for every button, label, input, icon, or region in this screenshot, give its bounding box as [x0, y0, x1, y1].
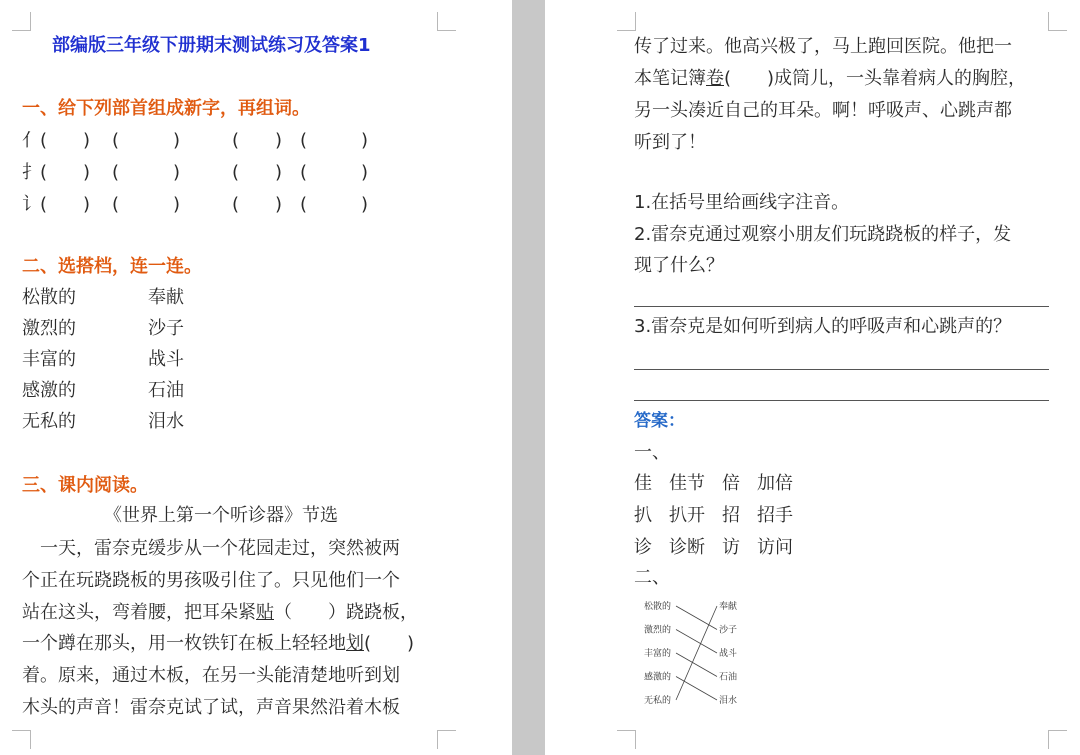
- text-run: 本笔记簿: [634, 68, 706, 89]
- text-run: ( )成筒儿，一头靠着病人的胸腔，: [724, 68, 1027, 89]
- underlined-char: 贴: [256, 601, 274, 623]
- answer2-label: 二、: [634, 567, 670, 588]
- answer1-cell: 扒: [634, 505, 652, 526]
- section2-heading: 二、选搭档，连一连。: [22, 256, 202, 277]
- answer-line: [634, 369, 1049, 370]
- page-corner-mark: [437, 12, 456, 31]
- page-corner-mark: [12, 12, 31, 31]
- diagram-left-label: 无私的: [644, 696, 672, 706]
- document-page-left: [0, 0, 512, 755]
- blank-brackets: ( ): [40, 194, 91, 215]
- blank-brackets: ( ): [232, 162, 283, 183]
- answer1-cell: 招: [722, 505, 740, 526]
- diagram-right-label: 战斗: [719, 649, 738, 659]
- diagram-right-label: 奉献: [719, 602, 738, 612]
- radical-char: 扌: [22, 162, 40, 183]
- text-run: 着。原来，通过木板，在另一头能清楚地听到划: [22, 665, 400, 687]
- answer-line: [634, 306, 1049, 307]
- text-run: 站在这头，弯着腰，把耳朵紧: [22, 601, 256, 623]
- diagram-right-label: 石油: [719, 672, 738, 683]
- diagram-link-line: [676, 653, 717, 677]
- diagram-left-label: 激烈的: [644, 625, 672, 636]
- answer1-cell: 诊: [634, 537, 652, 558]
- match-left-item: 丰富的: [22, 349, 76, 370]
- answer1-cell: 佳: [634, 473, 652, 494]
- document-title: 部编版三年级下册期末测试练习及答案1: [52, 35, 371, 56]
- match-right-item: 沙子: [148, 318, 184, 339]
- blank-brackets: ( ): [232, 130, 283, 151]
- blank-brackets: ( ): [112, 162, 181, 183]
- text-run: 传了过来。他高兴极了，马上跑回医院。他把一: [634, 36, 1012, 57]
- page-corner-mark: [617, 730, 636, 749]
- answer1-cell: 诊断: [669, 537, 705, 558]
- blank-brackets: ( ): [112, 194, 181, 215]
- blank-brackets: ( ): [232, 194, 283, 215]
- passage-line: [22, 601, 418, 623]
- match-left-item: 松散的: [22, 287, 76, 308]
- blank-brackets: ( ): [40, 130, 91, 151]
- match-right-item: 奉献: [148, 287, 184, 308]
- answer1-cell: 访问: [757, 537, 793, 558]
- blank-brackets: ( ): [300, 162, 369, 183]
- question-2-line2: 现了什么？: [634, 255, 724, 276]
- diagram-link-line: [676, 630, 717, 654]
- passage-line: [22, 635, 414, 653]
- passage-line: [22, 667, 400, 685]
- text-run: 另一头凑近自己的耳朵。啊！呼吸声、心跳声都: [634, 100, 1012, 121]
- match-left-item: 无私的: [22, 411, 76, 432]
- diagram-left-label: 丰富的: [644, 649, 672, 659]
- passage-line: [22, 699, 400, 717]
- diagram-left-label: 松散的: [644, 602, 672, 612]
- radical-char: 亻: [22, 130, 40, 151]
- underlined-char: 卷: [706, 68, 724, 89]
- text-run: 木头的声音！雷奈克试了试，声音果然沿着木板: [22, 697, 400, 718]
- question-1: 1.在括号里给画线字注音。: [634, 192, 850, 213]
- page-corner-mark: [1048, 730, 1067, 749]
- answer1-cell: 访: [722, 537, 740, 558]
- diagram-link-line: [676, 606, 717, 630]
- answer1-cell: 佳节: [669, 473, 705, 494]
- passage-line: [634, 102, 1012, 120]
- diagram-link-line: [676, 606, 717, 700]
- radical-char: 讠: [22, 194, 40, 215]
- match-right-item: 战斗: [148, 349, 184, 370]
- question-2-line1: 2.雷奈克通过观察小朋友们玩跷跷板的样子，发: [634, 224, 1012, 245]
- page-corner-mark: [1048, 12, 1067, 31]
- match-right-item: 石油: [148, 380, 184, 401]
- diagram-right-label: 沙子: [719, 625, 738, 636]
- text-run: 一个蹲在那头，用一枚铁钉在板上轻轻地: [22, 633, 346, 655]
- answer-heading: 答案：: [634, 411, 685, 431]
- answer1-cell: 招手: [757, 505, 793, 526]
- passage-line: [22, 569, 400, 591]
- passage-line: [22, 540, 400, 558]
- answer1-cell: 加倍: [757, 473, 793, 494]
- blank-brackets: ( ): [300, 194, 369, 215]
- page-corner-mark: [437, 730, 456, 749]
- text-run: ( ): [364, 633, 415, 655]
- passage-line: [634, 70, 1026, 88]
- question-3: 3.雷奈克是如何听到病人的呼吸声和心跳声的？: [634, 316, 1012, 337]
- passage-line: [634, 38, 1012, 56]
- text-run: （ ）跷跷板，: [274, 601, 418, 623]
- passage-line: [634, 134, 706, 152]
- diagram-link-line: [676, 677, 717, 701]
- answer1-cell: 倍: [722, 473, 740, 494]
- match-right-item: 泪水: [148, 411, 184, 432]
- answer1-label: 一、: [634, 442, 670, 463]
- blank-brackets: ( ): [112, 130, 181, 151]
- section3-heading: 三、课内阅读。: [22, 475, 148, 496]
- answer-line: [634, 400, 1049, 401]
- section1-heading: 一、给下列部首组成新字，再组词。: [22, 98, 310, 119]
- text-run: 听到了！: [634, 132, 706, 153]
- matching-answer-diagram: [640, 597, 760, 712]
- diagram-right-label: 泪水: [719, 696, 738, 706]
- underlined-char: 划: [346, 633, 364, 655]
- page-corner-mark: [12, 730, 31, 749]
- text-run: 一天，雷奈克缓步从一个花园走过，突然被两: [22, 538, 400, 559]
- blank-brackets: ( ): [300, 130, 369, 151]
- match-left-item: 感激的: [22, 380, 76, 401]
- answer1-cell: 扒开: [669, 505, 705, 526]
- match-left-item: 激烈的: [22, 318, 76, 339]
- blank-brackets: ( ): [40, 162, 91, 183]
- passage-title: 《世界上第一个听诊器》节选: [104, 505, 338, 526]
- diagram-left-label: 感激的: [644, 672, 672, 683]
- page-corner-mark: [617, 12, 636, 31]
- text-run: 个正在玩跷跷板的男孩吸引住了。只见他们一个: [22, 569, 400, 591]
